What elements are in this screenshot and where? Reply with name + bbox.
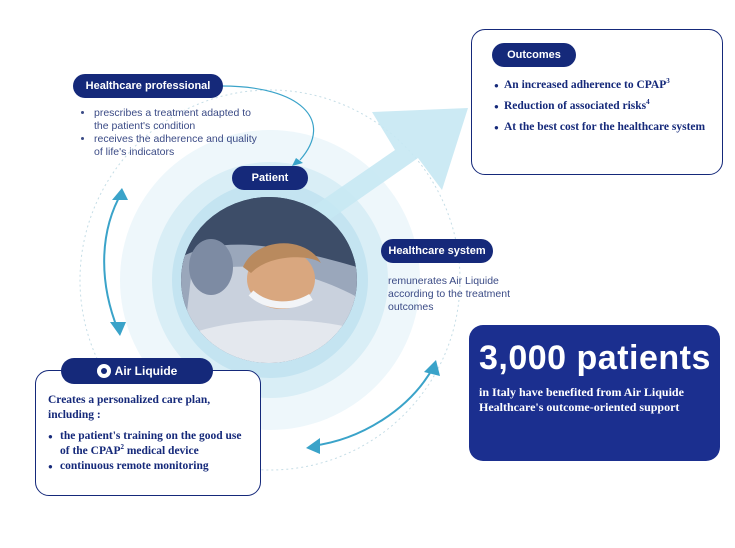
healthcare-professional-list bbox=[82, 107, 262, 159]
air-liquide-logo bbox=[61, 358, 213, 384]
healthcare-professional-label: Healthcare professional bbox=[73, 74, 223, 98]
outcome-item-1-text: An increased adherence to CPAP bbox=[504, 79, 667, 91]
air-liquide-item-1-before: the patient's training on the good use of the CPAP bbox=[60, 430, 242, 457]
outcome-item-3 bbox=[494, 120, 708, 135]
outcomes-label: Outcomes bbox=[492, 43, 576, 67]
hp-item-2: • receives the adherence and quality of life's indicators bbox=[94, 133, 262, 159]
air-liquide-body bbox=[48, 393, 252, 474]
outcome-item-1 bbox=[494, 78, 708, 93]
outcomes-card bbox=[471, 29, 723, 175]
outcome-item-1-sup: 3 bbox=[666, 77, 670, 86]
left-arrow-head-top bbox=[112, 188, 128, 200]
patient-illustration bbox=[181, 197, 357, 363]
outcome-item-2-sup: 4 bbox=[646, 98, 650, 107]
air-liquide-item-1 bbox=[48, 429, 252, 459]
air-liquide-logo-text: Air Liquide bbox=[114, 364, 178, 378]
air-liquide-logo-icon bbox=[97, 364, 111, 378]
air-liquide-item-1-sup: 2 bbox=[120, 443, 124, 452]
hp-item-1: • prescribes a treatment adapted to the patient's condition bbox=[94, 107, 262, 133]
healthcare-system-text: remunerates Air Liquide according to the treatment outcomes bbox=[388, 275, 510, 313]
outcomes-list bbox=[494, 78, 708, 141]
outcome-item-2 bbox=[494, 99, 708, 114]
outcome-item-3-text: At the best cost for the healthcare system bbox=[504, 121, 706, 133]
bottom-arrow-head-right bbox=[424, 360, 440, 376]
stat-text: in Italy have benefited from Air Liquide Healthcare's outcome-oriented support bbox=[479, 385, 684, 414]
air-liquide-intro: Creates a personalized care plan, including : bbox=[48, 394, 211, 421]
air-liquide-item-1-after: medical device bbox=[123, 445, 199, 457]
air-liquide-card bbox=[35, 370, 261, 496]
air-liquide-item-2: ● continuous remote monitoring bbox=[48, 459, 252, 474]
outcome-item-2-text: Reduction of associated risks bbox=[504, 100, 647, 112]
left-double-arrow-line bbox=[104, 192, 122, 330]
patient-photo bbox=[181, 197, 357, 363]
stat-box bbox=[469, 325, 720, 461]
healthcare-system-label: Healthcare system bbox=[381, 239, 493, 263]
patient-label: Patient bbox=[232, 166, 308, 190]
stat-number: 3,000 patients bbox=[479, 339, 711, 377]
bottom-arrow-head-left bbox=[306, 438, 320, 454]
left-arrow-head-bottom bbox=[110, 322, 126, 336]
